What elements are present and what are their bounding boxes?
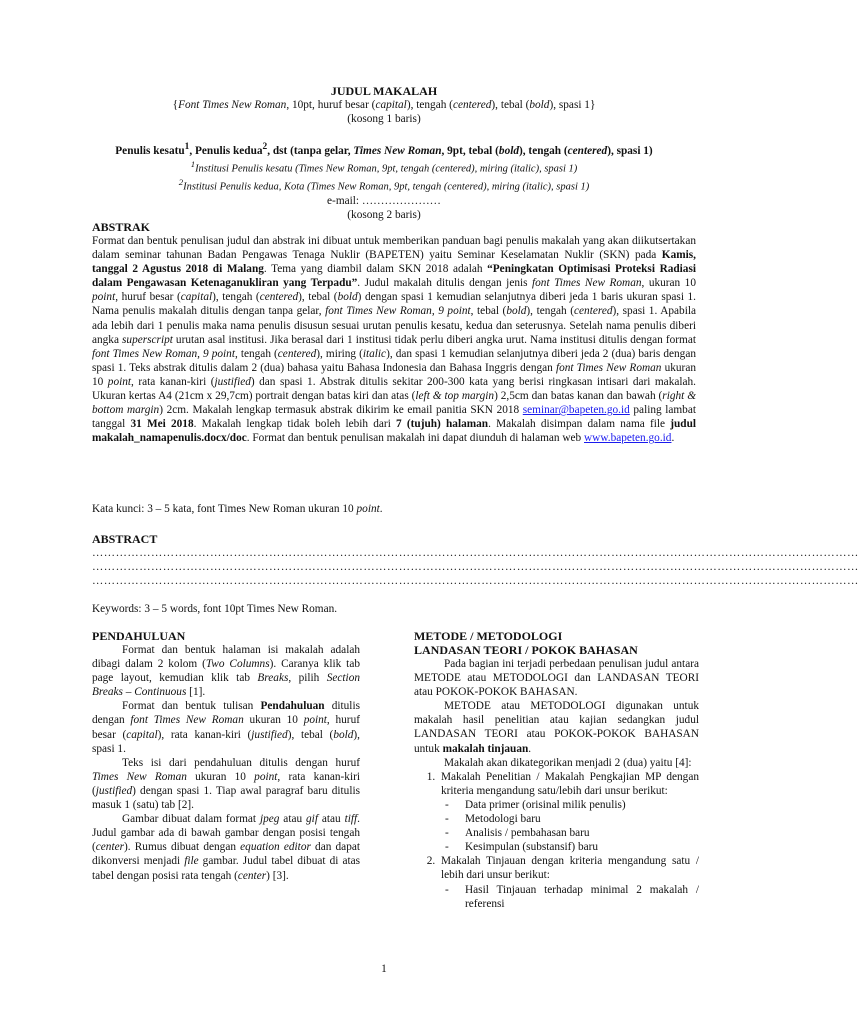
list-item: 1. Makalah Penelitian / Makalah Pengkajian MP dengan kriteria mengandung satu/lebih dari unsur berikut: - Data primer (orisinal milik penulis) - Metodologi baru - Analisis / pembahasan baru - Kesimpulan (substansif) baru	[438, 770, 699, 855]
metode-heading: METODE / METODOLOGI	[414, 629, 563, 643]
abstrak-section	[92, 220, 696, 445]
sub-list-item: - Metodologi baru	[461, 812, 699, 826]
abstrak-body: Format dan bentuk penulisan judul dan abstrak ini dibuat untuk memberikan panduan bagi penulis makalah yang akan diikutsertakan dalam seminar tahunan Badan Pengawas Tenaga Nuklir (BAPETEN) yaitu Seminar Keselamatan Nuklir (SKN) pada Kamis, tanggal 2 Agustus 2018 di Malang. Tema yang diambil dalam SKN 2018 adalah “Peningkatan Optimisasi Proteksi Radiasi dalam Pengawasan Ketenaganukliran yang Terpadu”. Judul makalah ditulis dengan jenis font Times New Roman, ukuran 10 point, huruf besar (capital), tengah (centered), tebal (bold) dengan spasi 1 kemudian selanjutnya diberi jeda 1 baris ukuran spasi 1. Nama penulis makalah ditulis dengan tanpa gelar, font Times New Roman, 9 point, tebal (bold), tengah (centered), spasi 1. Apabila ada lebih dari 1 penulis maka nama penulis disusun sesuai urutan penulis kesatu, kedua dan seterusnya. Setelah nama penulis diberi angka superscript urutan asal institusi. Jika berasal dari 1 institusi tidak perlu diberi angka urut. Nama institusi ditulis dengan format font Times New Roman, 9 point, tengah (centered), miring (italic), dan spasi 1 kemudian selanjutnya diberi jeda 2 (dua) baris dengan spasi 1. Teks abstrak ditulis dalam 2 (dua) bahasa yaitu Bahasa Indonesia dan Bahasa Inggris dengan font Times New Roman ukuran 10 point, rata kanan-kiri (justified) dan spasi 1. Abstrak ditulis sekitar 200-300 kata yang berisi ringkasan intisari dari makalah. Ukuran kertas A4 (21cm x 29,7cm) portrait dengan batas kiri dan atas (left & top margin) 2,5cm dan batas kanan dan bawah (right & bottom margin) 2cm. Makalah lengkap termasuk abstrak dikirim ke email panitia SKN 2018 seminar@bapeten.go.id paling lambat tanggal 31 Mei 2018. Makalah lengkap tidak boleh lebih dari 7 (tujuh) halaman. Makalah disimpan dalam nama file judul makalah_namapenulis.docx/doc. Format dan bentuk penulisan makalah ini dapat diunduh di halaman web www.bapeten.go.id.	[92, 235, 696, 445]
right-column	[414, 629, 699, 911]
abstract-placeholder-line-3: ……………………………………………………………………………………………………………………………………………………………………………	[92, 575, 859, 588]
email-line: e-mail: …………………	[327, 195, 441, 208]
sub-list-item: - Hasil Tinjauan terhadap minimal 2 makalah / referensi	[461, 883, 699, 911]
pendahuluan-paragraph-2: Format dan bentuk tulisan Pendahuluan ditulis dengan font Times New Roman ukuran 10 point, huruf besar (capital), rata kanan-kiri (justified), tebal (bold), spasi 1.	[92, 700, 360, 755]
pendahuluan-paragraph-4: Gambar dibuat dalam format jpeg atau gif atau tiff. Judul gambar ada di bawah gambar dengan posisi tengah (center). Rumus dibuat dengan equation editor dan dapat dikonversi menjadi file gambar. Judul tabel dibuat di atas tabel dengan posisi rata tengah (center) [3].	[92, 813, 361, 882]
title-block	[0, 84, 768, 222]
abstract-placeholder-line-1: ……………………………………………………………………………………………………………………………………………………………………………	[92, 547, 859, 559]
pendahuluan-paragraph-3: Teks isi dari pendahuluan ditulis dengan huruf Times New Roman ukuran 10 point, rata kanan-kiri (justified) dengan spasi 1. Tiap awal paragraf baru ditulis masuk 1 (satu) tab [2].	[92, 756, 360, 812]
website-link[interactable]: www.bapeten.go.id	[584, 432, 672, 445]
sub-list-item: - Kesimpulan (substansif) baru	[461, 840, 699, 854]
pendahuluan-heading: PENDAHULUAN	[92, 629, 186, 643]
author-line: Penulis kesatu$^1$, Penulis kedua$^2$, dst (tanpa gelar, Times New Roman, 9pt, tebal (bold), tengah (centered), spasi 1)	[115, 142, 653, 157]
list-item: 2. Makalah Tinjauan dengan kriteria mengandung satu / lebih dari unsur berikut: - Hasil Tinjauan terhadap minimal 2 makalah / referensi	[438, 854, 699, 910]
page-number: 1	[381, 963, 387, 975]
email-link[interactable]: seminar@bapeten.go.id	[522, 404, 630, 417]
affiliation-1: $^1$Institusi Penulis kesatu (Times New Roman, 9pt, tengah (centered), miring (italic), spasi 1)	[190, 159, 578, 175]
sub-list	[441, 883, 699, 911]
abstract-heading: ABSTRACT	[92, 532, 158, 546]
left-column	[92, 629, 360, 883]
landasan-teori-heading: LANDASAN TEORI / POKOK BAHASAN	[414, 643, 638, 657]
abstract-placeholder-line-2: ……………………………………………………………………………………………………………………………………………………………………………	[92, 561, 859, 574]
kata-kunci: Kata kunci: 3 – 5 kata, font Times New Roman ukuran 10 point.	[92, 503, 383, 515]
sub-list	[441, 798, 699, 854]
abstract-section	[92, 532, 859, 588]
metode-paragraph-3: Makalah akan dikategorikan menjadi 2 (dua) yaitu [4]:	[444, 756, 692, 769]
paper-title: JUDUL MAKALAH	[330, 84, 438, 98]
title-format-note: {Font Times New Roman, 10pt, huruf besar (capital), tengah (centered), tebal (bold), spasi 1}	[172, 99, 596, 111]
pendahuluan-paragraph-1: Format dan bentuk halaman isi makalah adalah dibagi dalam 2 kolom (Two Columns). Caranya klik tab page layout, kemudian klik tab Breaks, pilih Section Breaks – Continuous [1].	[92, 644, 360, 699]
blank-line-note: (kosong 1 baris)	[347, 113, 421, 126]
sub-list-item: - Data primer (orisinal milik penulis)	[461, 798, 699, 812]
blank-line-note-2: (kosong 2 baris)	[347, 209, 421, 222]
sub-list-item: - Analisis / pembahasan baru	[461, 826, 699, 840]
affiliation-2: $^2$Institusi Penulis kedua, Kota (Times New Roman, 9pt, tengah (centered), miring (italic), spasi 1)	[178, 177, 590, 193]
metode-paragraph-2: METODE atau METODOLOGI digunakan untuk makalah hasil penelitian atau kajian sedangkan judul LANDASAN TEORI atau POKOK-POKOK BAHASAN untuk makalah tinjauan.	[414, 700, 699, 755]
makalah-category-list	[414, 770, 699, 911]
keywords-line: Keywords: 3 – 5 words, font 10pt Times New Roman.	[92, 603, 338, 615]
metode-paragraph-1: Pada bagian ini terjadi perbedaan penulisan judul antara METODE atau METODOLOGI dan LANDASAN TEORI atau POKOK-POKOK BAHASAN.	[414, 658, 699, 699]
abstrak-heading: ABSTRAK	[92, 220, 151, 234]
